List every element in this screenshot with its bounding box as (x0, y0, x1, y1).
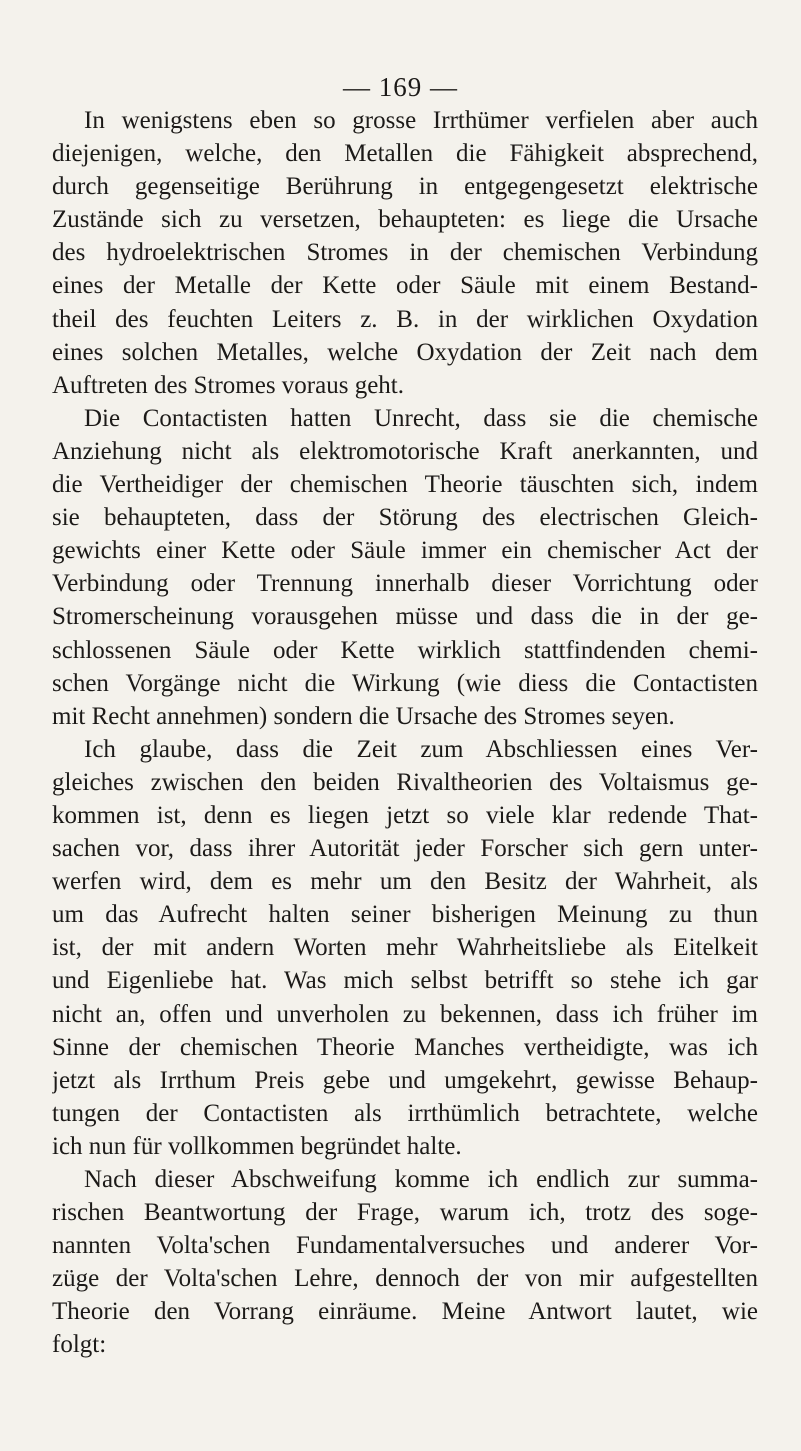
text-line: mit Recht annehmen) sondern die Ursache des Stromes seyen. (52, 702, 675, 730)
text-line: schen Vorgänge nicht die Wirkung (wie diess die Contactisten (52, 669, 758, 697)
text-line: des hydroelektrischen Stromes in der chemischen Verbindung (52, 239, 758, 267)
text-line: Zustände sich zu versetzen, behaupteten: es liege die Ursache (52, 206, 758, 234)
text-line: Anziehung nicht als elektromotorische Kraft anerkannten, und (52, 437, 758, 465)
text-line: die Vertheidiger der chemischen Theorie täuschten sich, indem (52, 471, 758, 499)
text-line: sie behaupteten, dass der Störung des electrischen Gleich- (52, 504, 758, 532)
text-line: gewichts einer Kette oder Säule immer ein chemischer Act der (52, 537, 758, 565)
text-line: Sinne der chemischen Theorie Manches vertheidigte, was ich (52, 1033, 758, 1061)
text-line: um das Aufrecht halten seiner bisherigen Meinung zu thun (52, 901, 758, 929)
text-line: nannten Volta'schen Fundamentalversuches und anderer Vor- (52, 1232, 758, 1260)
text-line: theil des feuchten Leiters z. B. in der wirklichen Oxydation (52, 305, 758, 333)
text-line: Ich glaube, dass die Zeit zum Abschliessen eines Ver- (84, 735, 758, 763)
text-line: Auftreten des Stromes voraus geht. (52, 371, 405, 399)
text-line: Nach dieser Abschweifung komme ich endlich zur summa- (84, 1166, 758, 1193)
text-line: Die Contactisten hatten Unrecht, dass sie die chemische (84, 404, 758, 432)
paragraph-1 (52, 104, 758, 402)
paragraph-4 (52, 1163, 758, 1362)
text-line: ist, der mit andern Worten mehr Wahrheitsliebe als Eitelkeit (52, 934, 758, 962)
text-line: schlossenen Säule oder Kette wirklich stattfindenden chemi- (52, 636, 758, 664)
page-number-header: — 169 — (343, 72, 458, 102)
body-text (52, 104, 758, 1362)
text-line: nicht an, offen und unverholen zu bekennen, dass ich früher im (52, 1000, 758, 1028)
paragraph-3 (52, 733, 758, 1163)
text-line: Verbindung oder Trennung innerhalb dieser Vorrichtung oder (52, 570, 758, 598)
paragraph-2 (52, 402, 758, 733)
text-line: In wenigstens eben so grosse Irrthümer verfielen aber auch (84, 107, 758, 134)
text-line: und Eigenliebe hat. Was mich selbst betrifft so stehe ich gar (52, 967, 758, 995)
text-line: folgt: (52, 1331, 107, 1359)
text-line: züge der Volta'schen Lehre, dennoch der von mir aufgestellten (52, 1265, 758, 1293)
text-line: tungen der Contactisten als irrthümlich betrachtete, welche (52, 1099, 758, 1127)
text-line: sachen vor, dass ihrer Autorität jeder Forscher sich gern unter- (52, 835, 758, 863)
text-line: eines solchen Metalles, welche Oxydation der Zeit nach dem (52, 338, 758, 366)
text-line: kommen ist, denn es liegen jetzt so viele klar redende That- (52, 801, 758, 829)
text-line: Stromerscheinung vorausgehen müsse und dass die in der ge- (52, 603, 758, 631)
text-line: rischen Beantwortung der Frage, warum ich, trotz des soge- (52, 1199, 758, 1227)
text-line: ich nun für vollkommen begründet halte. (52, 1132, 462, 1160)
text-line: durch gegenseitige Berührung in entgegengesetzt elektrische (52, 173, 758, 201)
text-line: werfen wird, dem es mehr um den Besitz der Wahrheit, als (52, 868, 758, 896)
text-line: jetzt als Irrthum Preis gebe und umgekehrt, gewisse Behaup- (52, 1066, 758, 1094)
text-line: gleiches zwischen den beiden Rivaltheorien des Voltaismus ge- (52, 768, 758, 796)
text-line: eines der Metalle der Kette oder Säule mit einem Bestand- (52, 272, 758, 300)
text-line: diejenigen, welche, den Metallen die Fähigkeit absprechend, (52, 140, 758, 168)
text-line: Theorie den Vorrang einräume. Meine Antwort lautet, wie (52, 1298, 758, 1326)
